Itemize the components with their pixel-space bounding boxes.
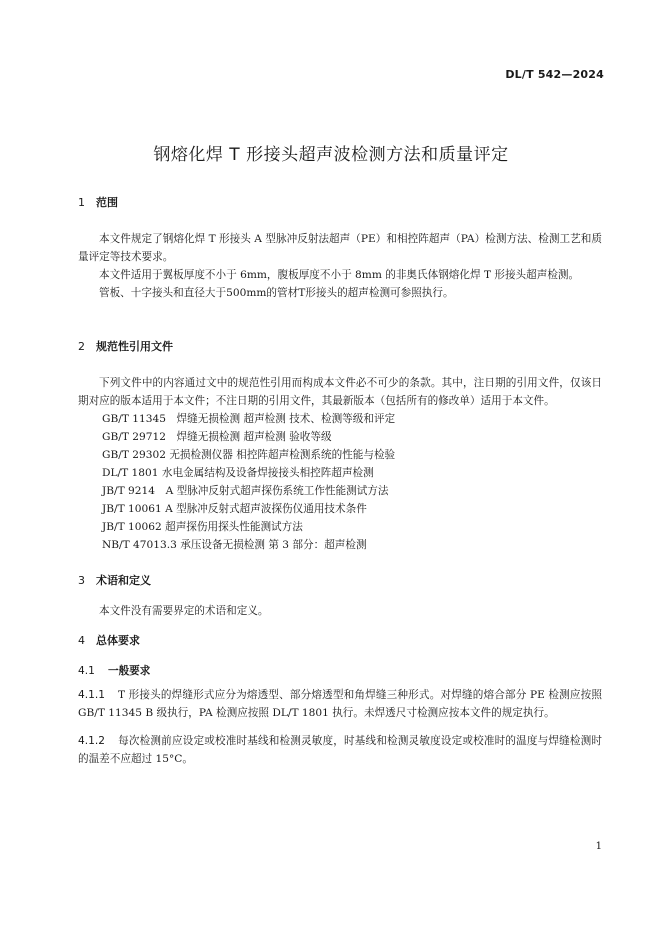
reference-item: NB/T 47013.3 承压设备无损检测 第 3 部分：超声检测 — [102, 539, 367, 551]
section-heading-terms — [78, 572, 602, 590]
section-title: 规范性引用文件 — [96, 340, 173, 353]
scope-paragraph: 本文件规定了钢熔化焊 T 形接头 A 型脉冲反射法超声（PE）和相控阵超声（PA）检测方法、检测工艺和质量评定等技术要求。 — [78, 233, 602, 263]
section-number: 4 — [78, 634, 85, 647]
subsection-title: 一般要求 — [108, 665, 151, 677]
page-number: 1 — [595, 841, 602, 852]
standard-code: DL/T 542—2024 — [505, 68, 604, 81]
clause-4-1-1 — [78, 686, 602, 722]
reference-item: JB/T 9214 A 型脉冲反射式超声探伤系统工作性能测试方法 — [102, 485, 389, 497]
reference-item: JB/T 10062 超声探伤用探头性能测试方法 — [102, 521, 303, 533]
clause-text: T 形接头的焊缝形式应分为熔透型、部分熔透型和角焊缝三种形式。对焊缝的熔合部分 PE 检测应按照 GB/T 11345 B 级执行，PA 检测应按照 DL/T 1801 执行。未焊透尺寸检测应按本文件的规定执行。 — [78, 689, 602, 719]
section-number: 2 — [78, 340, 85, 353]
reference-list — [78, 410, 602, 554]
section-heading-scope — [78, 194, 602, 212]
clause-4-1-2 — [78, 732, 602, 768]
terms-paragraph: 本文件没有需要界定的术语和定义。 — [99, 605, 269, 617]
section-title: 术语和定义 — [96, 574, 151, 587]
reference-item: GB/T 29302 无损检测仪器 相控阵超声检测系统的性能与检验 — [102, 449, 396, 461]
document-title: 钢熔化焊 T 形接头超声波检测方法和质量评定 — [153, 145, 509, 165]
clause-number: 4.1.1 — [78, 689, 105, 701]
reference-item: GB/T 11345 焊缝无损检测 超声检测 技术、检测等级和评定 — [102, 413, 396, 425]
scope-paragraph: 本文件适用于翼板厚度不小于 6mm，腹板厚度不小于 8mm 的非奥氏体钢熔化焊 T 形接头超声检测。 — [99, 269, 580, 281]
reference-item: GB/T 29712 焊缝无损检测 超声检测 验收等级 — [102, 431, 332, 443]
subsection-number: 4.1 — [78, 665, 95, 677]
reference-item: JB/T 10061 A 型脉冲反射式超声波探伤仪通用技术条件 — [102, 503, 367, 515]
references-intro: 下列文件中的内容通过文中的规范性引用而构成本文件必不可少的条款。其中，注日期的引用文件，仅该日期对应的版本适用于本文件；不注日期的引用文件，其最新版本（包括所有的修改单）适用于本文件。 — [78, 377, 602, 407]
scope-paragraph: 管板、十字接头和直径大于500mm的管材T形接头的超声检测可参照执行。 — [99, 287, 454, 299]
section-number: 3 — [78, 574, 85, 587]
document-body — [78, 194, 602, 768]
clause-number: 4.1.2 — [78, 735, 105, 747]
section-heading-general — [78, 632, 602, 650]
clause-text: 每次检测前应设定或校准时基线和检测灵敏度，时基线和检测灵敏度设定或校准时的温度与焊缝检测时的温差不应超过 15°C。 — [78, 735, 602, 765]
section-title: 范围 — [96, 196, 118, 209]
subsection-heading-general-requirements — [78, 662, 602, 680]
section-title: 总体要求 — [96, 634, 140, 647]
section-number: 1 — [78, 196, 85, 209]
reference-item: DL/T 1801 水电金属结构及设备焊接接头相控阵超声检测 — [102, 467, 374, 479]
section-heading-normative-references — [78, 338, 602, 356]
